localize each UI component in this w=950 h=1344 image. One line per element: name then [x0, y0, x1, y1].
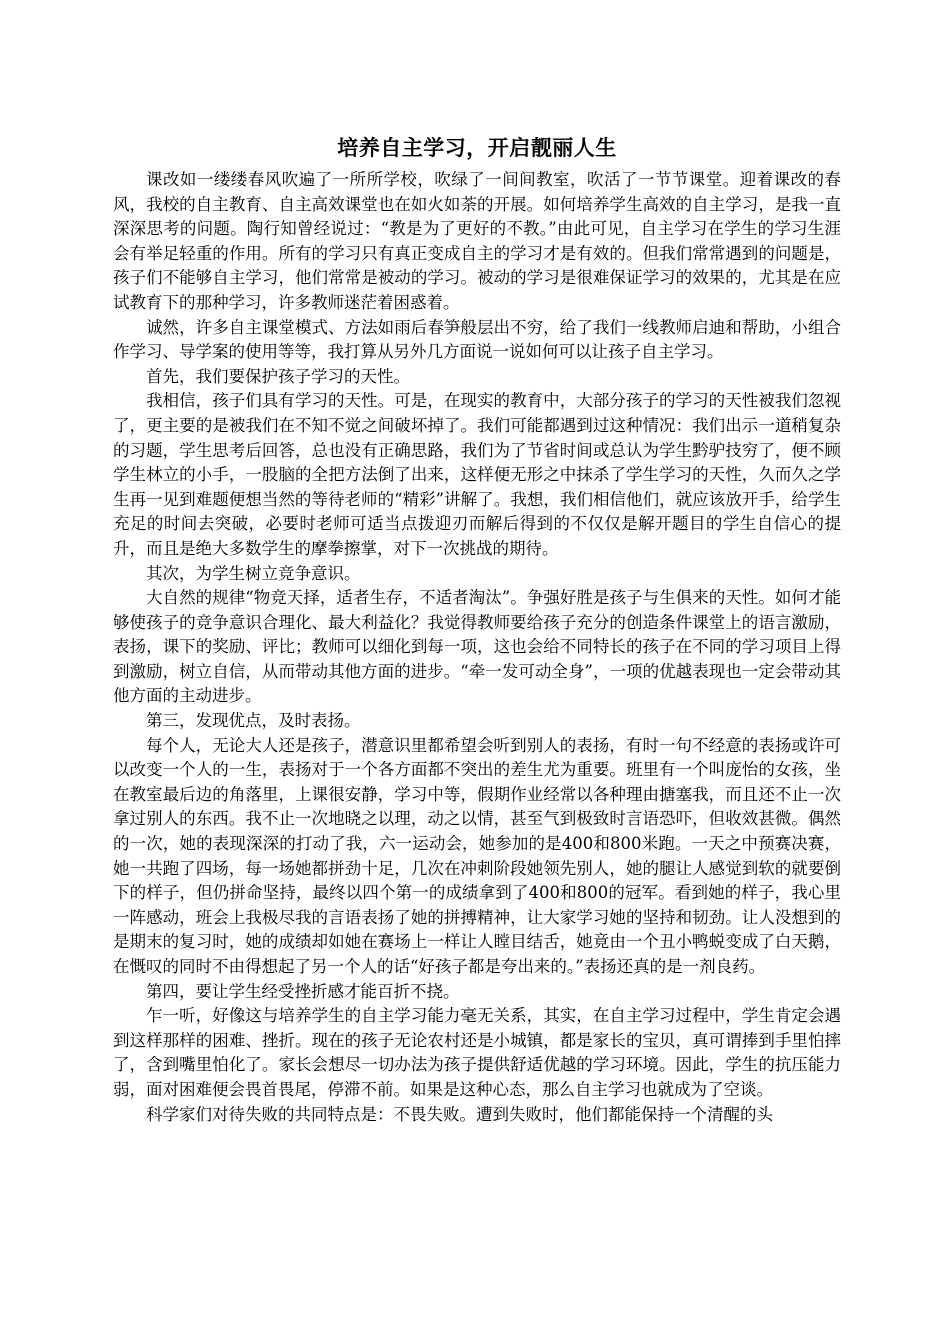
- heading-third-point: 第三，发现优点，及时表扬。: [146, 711, 361, 731]
- heading-fourth-point: 第四，要让学生经受挫折感才能百折不挠。: [146, 981, 460, 1001]
- paragraph-fourth-point: 乍一听，好像这与培养学生的自主学习能力毫无关系，其实，在自主学习过程中，学生肯定会遇到这样那样的困难、挫折。现在的孩子无论农村还是小城镇，都是家长的宝贝，真可谓捧到手里怕摔了，含到嘴里怕化了。家长会想尽一切办法为孩子提供舒适优越的学习环境。因此，学生的抗压能力弱，面对困难便会畏首畏尾，停滞不前。如果是这种心态，那么自主学习也就成为了空谈。: [113, 1006, 841, 1099]
- document-page: [113, 128, 841, 1127]
- paragraph-second-point: 大自然的规律“物竞天择，适者生存，不适者淘汰”。争强好胜是孩子与生俱来的天性。如何才能够使孩子的竞争意识合理化、最大利益化？我觉得教师要给孩子充分的创造条件课堂上的语言激励，表扬，课下的奖励、评比；教师可以细化到每一项，这也会给不同特长的孩子在不同的学习项目上得到激励，树立自信，从而带动其他方面的进步。“牵一发可动全身”，一项的优越表现也一定会带动其他方面的主动进步。: [113, 588, 841, 706]
- heading-second-point: 其次，为学生树立竞争意识。: [146, 563, 361, 583]
- paragraph-intro: 课改如一缕缕春风吹遍了一所所学校，吹绿了一间间教室，吹活了一节节课堂。迎着课改的春风，我校的自主教育、自主高效课堂也在如火如荼的开展。如何培养学生高效的自主学习，是我一直深深思考的问题。陶行知曾经说过：“教是为了更好的不教。”由此可见，自主学习在学生的学习生涯会有举足轻重的作用。所有的学习只有真正变成自主的学习才是有效的。但我们常常遇到的问题是，孩子们不能够自主学习，他们常常是被动的学习。被动的学习是很难保证学习的效果的，尤其是在应试教育下的那种学习，许多教师迷茫着困惑着。: [113, 170, 841, 312]
- paragraph-methods: 诚然，许多自主课堂模式、方法如雨后春笋般层出不穷，给了我们一线教师启迪和帮助，小组合作学习、导学案的使用等等，我打算从另外几方面说一说如何可以让孩子自主学习。: [113, 317, 841, 362]
- document-title: 培养自主学习，开启靓丽人生: [337, 136, 617, 160]
- paragraph-scientists: 科学家们对待失败的共同特点是：不畏失败。遭到失败时，他们都能保持一个清醒的头: [146, 1104, 773, 1124]
- paragraph-third-point: 每个人，无论大人还是孩子，潜意识里都希望会听到别人的表扬，有时一句不经意的表扬或许可以改变一个人的一生，表扬对于一个各方面都不突出的差生尤为重要。班里有一个叫庞怡的女孩，坐在教室最后边的角落里，上课很安静，学习中等，假期作业经常以各种理由搪塞我，而且还不止一次拿过别人的东西。我不止一次地晓之以理，动之以情，甚至气到极致时言语恐吓，但收效甚微。偶然的一次，她的表现深深的打动了我，六一运动会，她参加的是400和800米跑。一天之中预赛决赛，她一共跑了四场，每一场她都拼劲十足，几次在冲刺阶段她领先别人，她的腿让人感觉到软的就要倒下的样子，但仍拼命坚持，最终以四个第一的成绩拿到了400和800的冠军。看到她的样子，我心里一阵感动，班会上我极尽我的言语表扬了她的拼搏精神，让大家学习她的坚持和韧劲。让人没想到的是期末的复习时，她的成绩却如她在赛场上一样让人瞠目结舌，她竟由一个丑小鸭蜕变成了白天鹅，在慨叹的同时不由得想起了另一个人的话“好孩子都是夸出来的。”表扬还真的是一剂良药。: [113, 735, 841, 976]
- heading-first-point: 首先，我们要保护孩子学习的天性。: [146, 366, 410, 386]
- paragraph-first-point: 我相信，孩子们具有学习的天性。可是，在现实的教育中，大部分孩子的学习的天性被我们忽视了，更主要的是被我们在不知不觉之间破坏掉了。我们可能都遇到过这种情况：我们出示一道稍复杂的习题，学生思考后回答，总也没有正确思路，我们为了节省时间或总认为学生黔驴技穷了，便不顾学生林立的小手，一股脑的全把方法倒了出来，这样便无形之中抹杀了学生学习的天性，久而久之学生再一见到难题便想当然的等待老师的“精彩”讲解了。我想，我们相信他们，就应该放开手，给学生充足的时间去突破，必要时老师可适当点拨迎刃而解后得到的不仅仅是解开题目的学生自信心的提升，而且是绝大多数学生的摩拳擦掌，对下一次挑战的期待。: [113, 391, 841, 558]
